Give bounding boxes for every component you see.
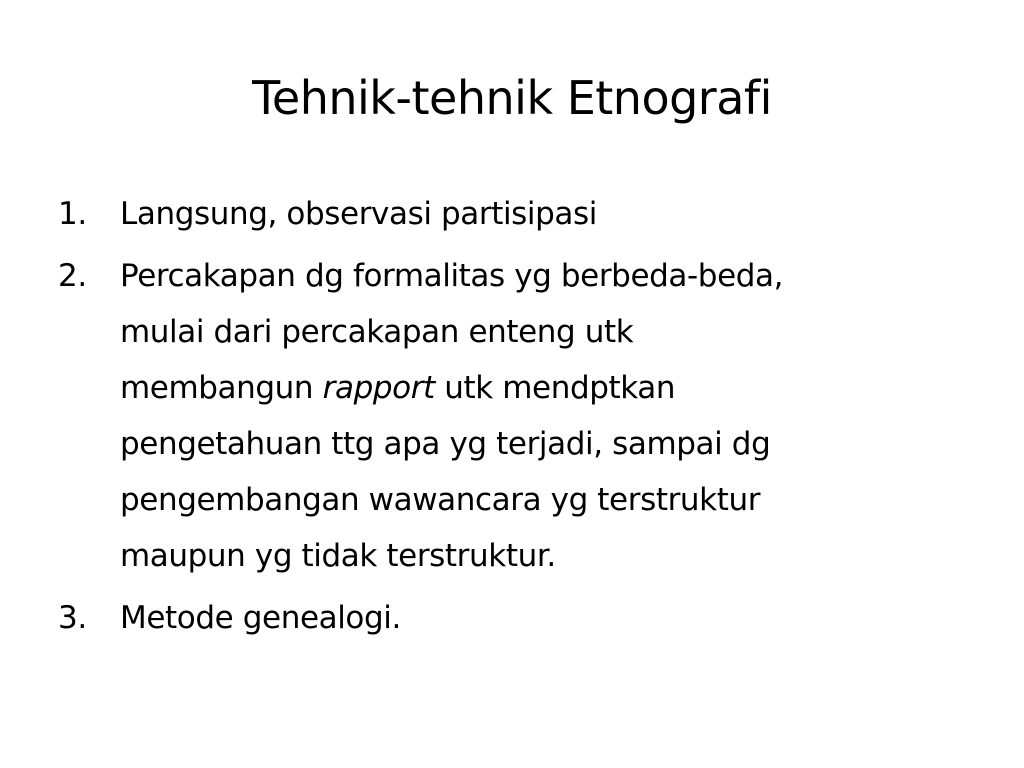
text-line: maupun yg tidak terstruktur. [120, 538, 556, 574]
slide-title: Tehnik-tehnik Etnografi [252, 71, 772, 125]
text-line [120, 360, 978, 416]
text-line: Langsung, observasi partisipasi [120, 196, 597, 232]
list-number: 2. [58, 258, 87, 294]
list-number: 3. [58, 600, 87, 636]
list-item-text [120, 590, 978, 646]
text-line: Metode genealogi. [120, 600, 401, 636]
list-item-3 [58, 590, 978, 646]
text-line: mulai dari percakapan enteng utk [120, 314, 634, 350]
list-item-1 [58, 186, 978, 242]
text-segment: utk mendptkan [434, 370, 676, 406]
list-item-text [120, 248, 978, 584]
text-line: pengembangan wawancara yg terstruktur [120, 482, 761, 518]
list-item-2 [58, 248, 978, 584]
text-line: pengetahuan ttg apa yg terjadi, sampai dg [120, 426, 771, 462]
text-line: Percakapan dg formalitas yg berbeda-beda, [120, 258, 784, 294]
list-number: 1. [58, 196, 87, 232]
text-segment: membangun [120, 370, 323, 406]
italic-term: rapport [322, 370, 435, 406]
technique-list [58, 186, 978, 646]
list-item-text [120, 186, 978, 242]
